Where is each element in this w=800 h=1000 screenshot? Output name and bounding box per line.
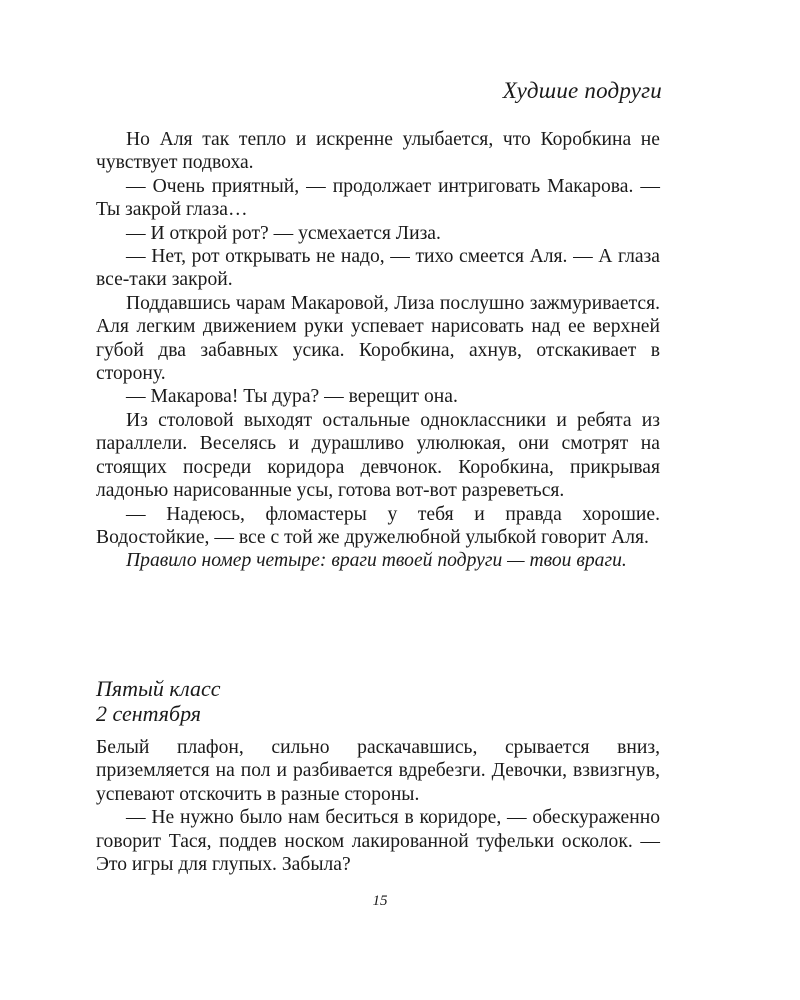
text-block-2	[96, 736, 660, 876]
paragraph: Но Аля так тепло и искренне улыбается, что Коробкина не чувствует подвоха.	[96, 129, 660, 174]
running-head: Худшие подруги	[502, 78, 662, 103]
paragraph: — Надеюсь, фломастеры у тебя и правда хорошие. Водостойкие, — все с той же дружелюбной улыбкой говорит Аля.	[96, 503, 660, 548]
paragraph: Поддавшись чарам Макаровой, Лиза послушно зажмуривается. Аля легким движением руки успевает нарисовать над ее верхней губой два забавных усика. Коробкина, ахнув, отскакивает в сторону.	[96, 292, 660, 385]
paragraph: Из столовой выходят остальные одноклассники и ребята из параллели. Веселясь и дурашливо улюлюкая, они смотрят на стоящих посреди коридора девчонок. Коробкина, прикрывая ладонью нарисованные усы, готова вот-вот разреветься.	[96, 409, 660, 502]
text-block-1	[96, 128, 660, 573]
paragraph: — И открой рот? — усмехается Лиза.	[126, 222, 441, 244]
page-number: 15	[372, 893, 388, 909]
paragraph: — Не нужно было нам беситься в коридоре, — обескураженно говорит Тася, поддев носком лакированной туфельки осколок. — Это игры для глупых. Забыла?	[96, 807, 660, 876]
paragraph: — Нет, рот открывать не надо, — тихо смеется Аля. — А глаза все-таки закрой.	[96, 246, 660, 291]
chapter-class: Пятый класс	[96, 676, 221, 701]
paragraph: — Очень приятный, — продолжает интриговать Макарова. — Ты закрой глаза…	[96, 175, 660, 221]
chapter-heading	[96, 676, 660, 726]
chapter-date: 2 сентября	[96, 701, 202, 726]
rule-paragraph: Правило номер четыре: враги твоей подруги — твои враги.	[126, 550, 627, 572]
paragraph: Белый плафон, сильно раскачавшись, срывается вниз, приземляется на пол и разбивается вдребезги. Девочки, взвизгнув, успевают отскочить в разные стороны.	[96, 737, 660, 805]
paragraph: — Макарова! Ты дура? — верещит она.	[126, 386, 458, 408]
